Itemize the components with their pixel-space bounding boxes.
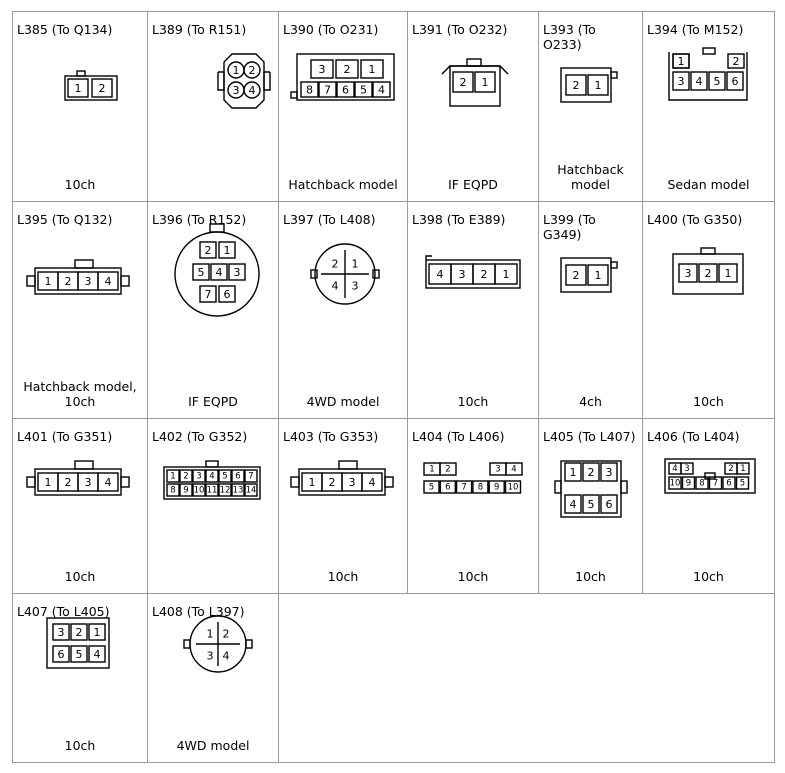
connector-caption: 10ch <box>693 569 724 584</box>
pin-number: 1 <box>93 626 101 639</box>
pin-number: 1 <box>170 471 176 482</box>
pin-number: 1 <box>724 267 732 280</box>
connector-cell-l407 <box>12 593 148 763</box>
connector-diagram <box>408 202 539 419</box>
connector-title: L408 (To L397) <box>152 604 245 619</box>
connector-caption: Hatchback model <box>288 177 398 192</box>
pin-number: 3 <box>57 626 65 639</box>
latch-tab <box>291 477 299 487</box>
pin-number: 4 <box>209 471 215 482</box>
connector-diagram <box>13 419 148 594</box>
pin-number: 1 <box>74 82 82 95</box>
latch-tab <box>27 477 35 487</box>
connector-diagram <box>148 419 279 594</box>
pin-number: 10 <box>193 485 205 496</box>
pin-number: 2 <box>64 275 72 288</box>
pin-number: 7 <box>461 482 467 493</box>
latch-tab <box>75 461 93 469</box>
pin-number: 9 <box>685 478 692 489</box>
pin-number: 8 <box>170 485 176 496</box>
connector-title: L399 (To G349) <box>543 212 596 242</box>
latch-tab <box>291 92 297 98</box>
connector-diagram <box>539 202 643 419</box>
pin-number: 8 <box>699 478 705 489</box>
connector-caption: IF EQPD <box>188 394 238 409</box>
connector-title: L398 (To E389) <box>412 212 506 227</box>
pin-number: 2 <box>445 464 451 475</box>
latch-tab <box>373 270 379 278</box>
connector-title: L385 (To Q134) <box>17 22 113 37</box>
pin-number: 2 <box>328 476 336 489</box>
pin-number: 3 <box>684 267 692 280</box>
pin-number: 12 <box>219 485 231 496</box>
pin-number: 2 <box>183 471 189 482</box>
connector-cell-l396 <box>147 201 279 419</box>
latch-tab <box>555 481 561 493</box>
connector-cell-l399 <box>538 201 643 419</box>
pin-number: 4 <box>695 75 703 88</box>
connector-title: L391 (To O232) <box>412 22 508 37</box>
pin-number: 6 <box>445 482 451 493</box>
connector-diagram <box>279 12 408 202</box>
pin-number: 4 <box>331 279 339 293</box>
pin-number: 2 <box>343 63 351 76</box>
connector-title: L400 (To G350) <box>647 212 743 227</box>
connector-diagram <box>408 12 539 202</box>
pin-number: 7 <box>324 83 331 97</box>
pin-number: 4 <box>511 464 517 475</box>
connector-title: L394 (To M152) <box>647 22 744 37</box>
pin-number: 2 <box>248 64 256 77</box>
pin-number: 1 <box>44 275 52 288</box>
pin-number: 1 <box>308 476 316 489</box>
pin-number: 1 <box>206 627 214 641</box>
pin-number: 5 <box>360 83 367 97</box>
pin-number: 3 <box>677 75 685 88</box>
pin-number: 8 <box>306 83 313 97</box>
connector-diagram <box>148 12 279 202</box>
connector-cell-l405 <box>538 418 643 594</box>
pin-number: 5 <box>222 471 228 482</box>
connector-title: L397 (To L408) <box>283 212 376 227</box>
pin-number: 4 <box>368 476 376 489</box>
connector-cell-l393 <box>538 11 643 202</box>
connector-caption: 10ch <box>327 569 359 584</box>
connector-cell-l402 <box>147 418 279 594</box>
pin-number: 2 <box>704 267 712 280</box>
pin-number: 6 <box>605 498 613 511</box>
pin-number: 5 <box>75 648 83 661</box>
pin-number: 4 <box>248 84 256 97</box>
connector-caption: 4WD model <box>306 394 380 409</box>
connector-caption: 10ch <box>64 738 96 753</box>
latch-tab <box>121 276 129 286</box>
pin-number: 2 <box>331 257 339 271</box>
pin-number: 4 <box>378 83 385 97</box>
latch-tab <box>621 481 627 493</box>
latch-tab <box>218 72 224 90</box>
connector-shell <box>224 54 264 108</box>
connector-title: L401 (To G351) <box>17 429 113 444</box>
pin-number: 7 <box>248 471 254 482</box>
latch-tab <box>77 71 85 76</box>
connector-diagram <box>408 419 539 594</box>
pin-number: 8 <box>477 482 484 493</box>
pin-number: 2 <box>728 464 734 474</box>
connector-diagram <box>13 12 148 202</box>
pin-number: 1 <box>368 63 376 76</box>
pin-number: 5 <box>428 482 435 493</box>
connector-title: L393 (To O233) <box>543 22 596 52</box>
pin-number: 3 <box>318 63 326 76</box>
connector-diagram <box>539 419 643 594</box>
latch-tab <box>184 640 190 648</box>
pin-number: 1 <box>223 244 231 257</box>
pin-number: 3 <box>84 275 92 288</box>
connector-cell-l390 <box>278 11 408 202</box>
latch-tab <box>701 248 715 254</box>
pin-number: 2 <box>572 79 580 92</box>
latch-tab <box>467 59 481 66</box>
connector-diagram <box>643 202 775 419</box>
pin-number: 3 <box>206 649 214 663</box>
pin-number: 2 <box>587 466 595 479</box>
connector-diagram <box>279 419 408 594</box>
pin-number: 3 <box>348 476 356 489</box>
pin-number: 4 <box>93 648 101 661</box>
connector-diagram <box>279 202 408 419</box>
pin-number: 4 <box>569 498 577 511</box>
connector-title: L406 (To L404) <box>647 429 740 444</box>
pin-number: 1 <box>44 476 52 489</box>
connector-title: L396 (To R152) <box>152 212 247 227</box>
connector-title: L402 (To G352) <box>152 429 248 444</box>
pin-number: 2 <box>75 626 83 639</box>
latch-tab <box>339 461 357 469</box>
pin-number: 2 <box>572 269 580 282</box>
pin-number: 6 <box>223 288 231 301</box>
pin-number: 4 <box>104 476 112 489</box>
connector-cell-l408 <box>147 593 279 763</box>
pin-number: 10 <box>669 478 681 489</box>
pin-number: 10 <box>507 482 519 493</box>
connector-cell-l406 <box>642 418 775 594</box>
pin-number: 5 <box>713 75 721 88</box>
pin-number: 2 <box>480 268 488 281</box>
connector-title: L390 (To O231) <box>283 22 379 37</box>
connector-cell-l403 <box>278 418 408 594</box>
pin-number: 1 <box>429 464 435 475</box>
pin-number: 5 <box>197 266 205 279</box>
pin-number: 4 <box>436 268 444 281</box>
connector-caption: 4ch <box>579 394 602 409</box>
pin-number: 2 <box>732 55 740 68</box>
connector-title: L407 (To L405) <box>17 604 110 619</box>
pin-number: 1 <box>740 464 746 474</box>
connector-caption: 10ch <box>64 569 96 584</box>
pin-number: 2 <box>222 627 230 641</box>
pin-number: 5 <box>587 498 595 511</box>
latch-tab <box>210 224 224 232</box>
pin-number: 5 <box>739 478 746 489</box>
connector-cell-l385 <box>12 11 148 202</box>
connector-cell-l394 <box>642 11 775 202</box>
connector-title: L395 (To Q132) <box>17 212 113 227</box>
connector-diagram <box>643 12 775 202</box>
pin-number: 6 <box>342 83 349 97</box>
pin-number: 1 <box>677 55 685 68</box>
pin-number: 1 <box>594 269 602 282</box>
latch-tab <box>121 477 129 487</box>
latch-tab <box>703 48 715 54</box>
pin-number: 3 <box>605 466 613 479</box>
pin-number: 6 <box>235 471 241 482</box>
pin-number: 1 <box>232 64 240 77</box>
pin-number: 2 <box>459 76 467 89</box>
pin-number: 4 <box>672 464 678 474</box>
pin-number: 4 <box>215 266 223 279</box>
connector-caption: IF EQPD <box>448 177 498 192</box>
connector-caption: 4WD model <box>176 738 250 753</box>
connector-title: L405 (To L407) <box>543 429 636 444</box>
connector-cell-l398 <box>407 201 539 419</box>
pin-number: 7 <box>712 478 719 489</box>
connector-cell-l401 <box>12 418 148 594</box>
connector-caption: 10ch <box>575 569 606 584</box>
pin-number: 3 <box>84 476 92 489</box>
latch-tab <box>385 477 393 487</box>
latch-tab <box>311 270 317 278</box>
pin-number: 1 <box>481 76 489 89</box>
pin-number: 13 <box>232 485 244 496</box>
pin-number: 3 <box>351 279 359 293</box>
latch-tab <box>206 461 218 467</box>
pin-number: 3 <box>232 84 240 97</box>
connector-title: L404 (To L406) <box>412 429 505 444</box>
pin-number: 4 <box>104 275 112 288</box>
pin-number: 11 <box>206 485 218 496</box>
connector-cell-l391 <box>407 11 539 202</box>
connector-caption: Hatchback model <box>557 162 624 192</box>
connector-cell-l404 <box>407 418 539 594</box>
pin-number: 9 <box>493 482 500 493</box>
connector-diagram <box>643 419 775 594</box>
connector-cell-l397 <box>278 201 408 419</box>
connector-title: L403 (To G353) <box>283 429 379 444</box>
connector-title: L389 (To R151) <box>152 22 247 37</box>
pin-number: 6 <box>731 75 739 88</box>
pin-number: 2 <box>98 82 106 95</box>
latch-tab <box>611 262 617 268</box>
pin-number: 1 <box>351 257 359 271</box>
connector-caption: Hatchback model, 10ch <box>23 379 137 409</box>
pin-number: 14 <box>245 485 257 496</box>
connector-cell-l395 <box>12 201 148 419</box>
pin-number: 9 <box>183 485 189 496</box>
connector-caption: 10ch <box>693 394 724 409</box>
connector-cell-l389 <box>147 11 279 202</box>
pin-number: 2 <box>64 476 72 489</box>
pin-number: 1 <box>594 79 602 92</box>
pin-number: 3 <box>458 268 466 281</box>
pin-number: 2 <box>204 244 212 257</box>
pin-number: 1 <box>569 466 577 479</box>
connector-caption: Sedan model <box>667 177 750 192</box>
pin-number: 6 <box>57 648 65 661</box>
latch-tab <box>611 72 617 78</box>
pin-number: 3 <box>495 464 501 475</box>
connector-caption: 10ch <box>457 394 489 409</box>
connector-caption: 10ch <box>457 569 489 584</box>
pin-number: 3 <box>196 471 202 482</box>
pin-number: 3 <box>233 266 241 279</box>
latch-tab <box>75 260 93 268</box>
connector-cell-l400 <box>642 201 775 419</box>
pin-number: 3 <box>684 464 690 474</box>
latch-tab <box>246 640 252 648</box>
connector-diagram <box>148 202 279 419</box>
empty-cell <box>278 593 775 763</box>
pin-number: 6 <box>726 478 732 489</box>
pin-number: 1 <box>502 268 510 281</box>
connector-caption: 10ch <box>64 177 96 192</box>
latch-tab <box>264 72 270 90</box>
pin-number: 4 <box>222 649 230 663</box>
pin-number: 7 <box>204 288 212 301</box>
latch-tab <box>27 276 35 286</box>
